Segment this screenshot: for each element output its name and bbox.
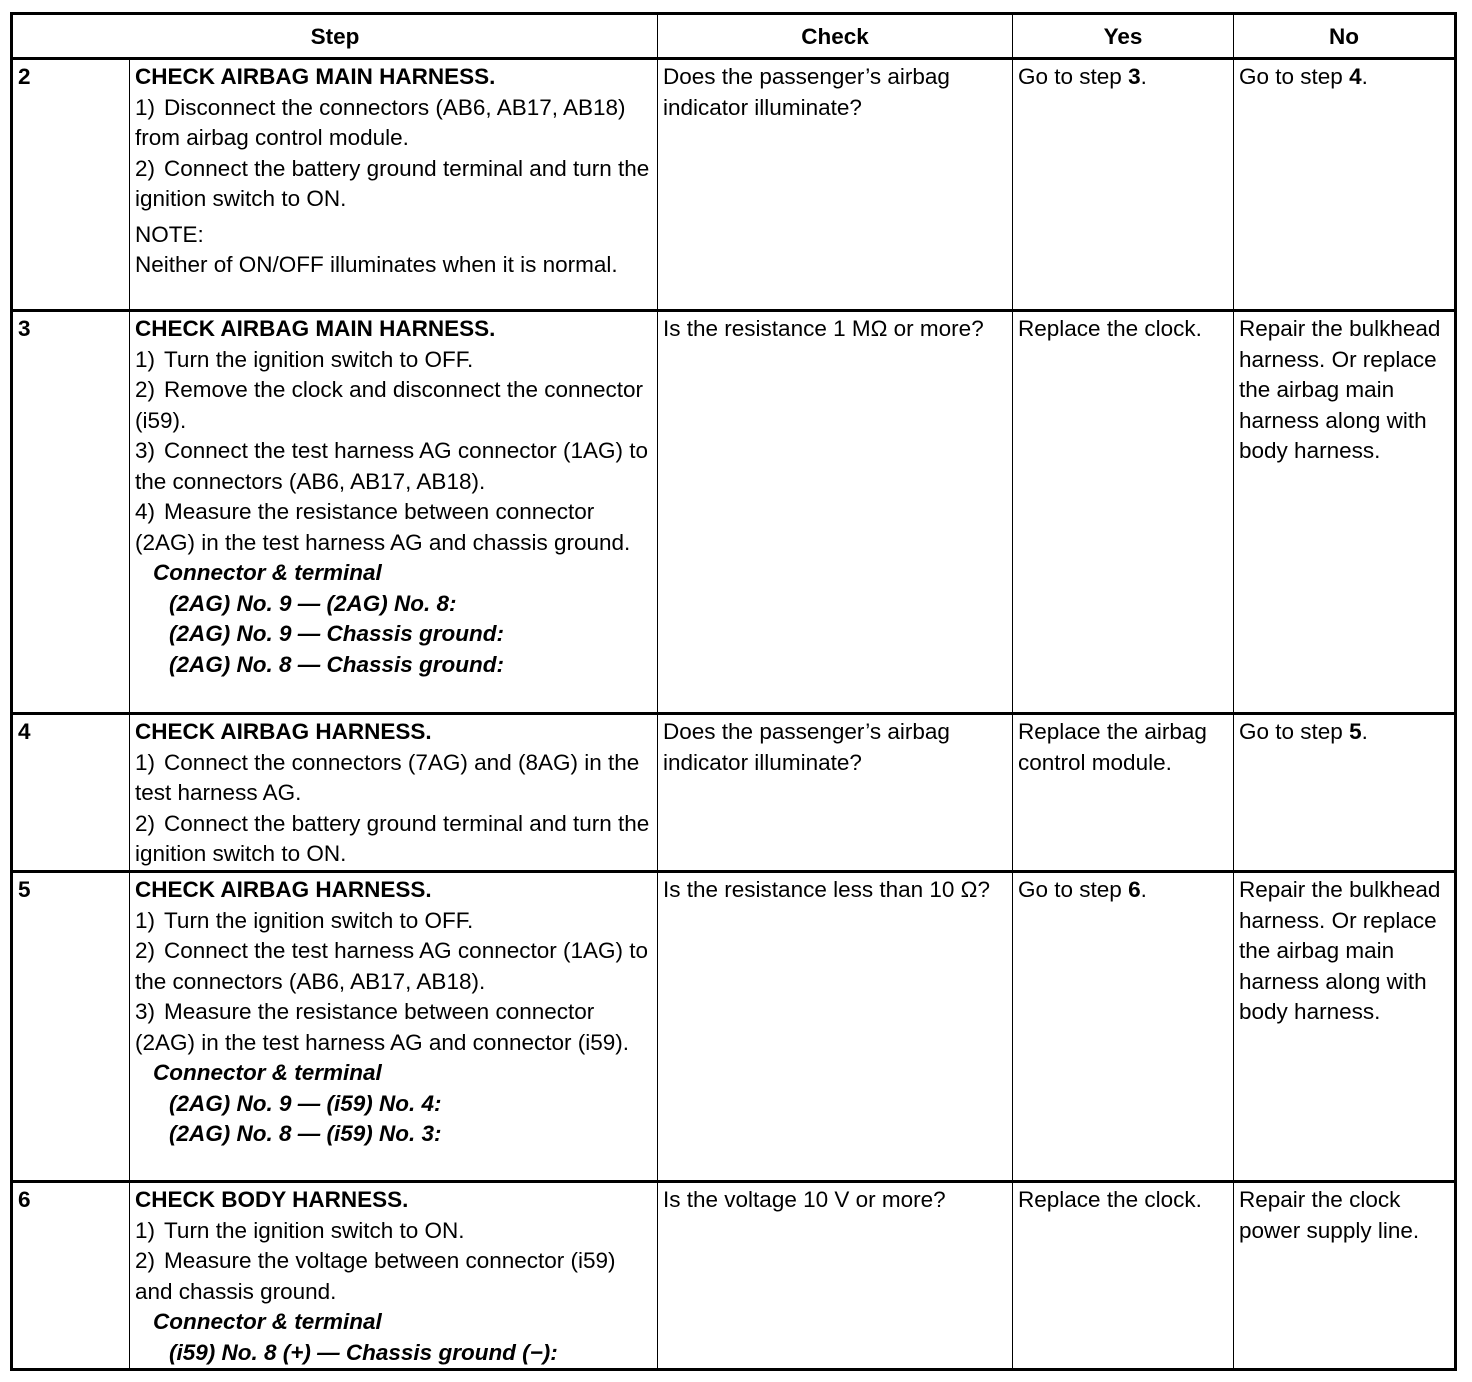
step-title: CHECK AIRBAG HARNESS. (135, 719, 432, 744)
connector-terminal-line: (2AG) No. 8 — (i59) No. 3: (169, 1121, 442, 1146)
step-procedure (130, 1182, 658, 1370)
item-text: Connect the test harness AG connector (1AG) to the connectors (AB6, AB17, AB18). (135, 938, 649, 994)
note-text: Neither of ON/OFF illuminates when it is normal. (135, 252, 618, 277)
procedure-item (135, 154, 652, 215)
procedure-item (135, 375, 652, 436)
item-number: 3) (135, 438, 156, 463)
no-step-ref: 5 (1349, 719, 1362, 744)
no-action (1234, 714, 1456, 872)
no-prefix: Go to step (1239, 64, 1350, 89)
step-number: 6 (12, 1182, 130, 1370)
yes-suffix: . (1140, 877, 1147, 902)
check-question: Is the voltage 10 V or more? (658, 1182, 1013, 1370)
item-text: Connect the battery ground terminal and turn the ignition switch to ON. (135, 155, 650, 211)
note-heading: NOTE: (135, 221, 204, 247)
item-number: 2) (135, 1248, 156, 1273)
yes-suffix: . (1140, 64, 1147, 89)
item-number: 3) (135, 999, 156, 1024)
item-text: Turn the ignition switch to OFF. (164, 907, 474, 933)
item-text: Connect the battery ground terminal and turn the ignition switch to ON. (135, 810, 650, 866)
no-prefix: Go to step (1239, 719, 1350, 744)
procedure-item (135, 906, 652, 937)
procedure-item (135, 436, 652, 497)
step-number: 5 (12, 872, 130, 1182)
header-row (12, 14, 1456, 59)
step-procedure (130, 872, 658, 1182)
procedure-item (135, 997, 652, 1058)
step-title: CHECK AIRBAG MAIN HARNESS. (135, 64, 496, 89)
item-number: 1) (135, 907, 156, 933)
item-text: Measure the resistance between connector (2AG) in the test harness AG and connector (i59). (135, 999, 630, 1055)
item-text: Remove the clock and disconnect the connector (i59). (135, 377, 644, 433)
yes-action: Replace the clock. (1013, 1182, 1234, 1370)
no-suffix: . (1361, 719, 1368, 744)
table-row (12, 714, 1456, 872)
item-number: 1) (135, 1217, 156, 1243)
connector-terminal-label: Connector & terminal (153, 560, 382, 585)
item-text: Turn the ignition switch to ON. (164, 1217, 465, 1243)
item-text: Connect the connectors (7AG) and (8AG) in the test harness AG. (135, 749, 640, 805)
no-action (1234, 59, 1456, 311)
procedure-item (135, 748, 652, 809)
yes-step-ref: 3 (1128, 64, 1141, 89)
procedure-item (135, 1246, 652, 1307)
connector-terminal-label: Connector & terminal (153, 1309, 382, 1334)
connector-terminal-line: (2AG) No. 9 — (i59) No. 4: (169, 1090, 442, 1116)
yes-prefix: Go to step (1018, 877, 1129, 902)
item-text: Measure the resistance between connector (2AG) in the test harness AG and chassis ground. (135, 499, 631, 555)
step-procedure (130, 714, 658, 872)
procedure-item (135, 1216, 652, 1247)
table-row (12, 59, 1456, 311)
item-text: Connect the test harness AG connector (1AG) to the connectors (AB6, AB17, AB18). (135, 438, 649, 494)
step-number: 3 (12, 311, 130, 714)
step-number: 4 (12, 714, 130, 872)
header-check: Check (658, 14, 1013, 59)
connector-terminal-line: (i59) No. 8 (+) — Chassis ground (−): (169, 1339, 558, 1365)
item-number: 1) (135, 346, 156, 372)
item-number: 2) (135, 155, 156, 181)
item-number: 1) (135, 94, 156, 120)
yes-step-ref: 6 (1128, 877, 1141, 902)
item-text: Disconnect the connectors (AB6, AB17, AB18) from airbag control module. (135, 94, 626, 150)
connector-terminal-line: (2AG) No. 9 — (2AG) No. 8: (169, 590, 457, 616)
check-question: Is the resistance 1 MΩ or more? (658, 311, 1013, 714)
step-procedure (130, 311, 658, 714)
connector-terminal-line: (2AG) No. 9 — Chassis ground: (169, 621, 505, 646)
table-row (12, 311, 1456, 714)
procedure-item (135, 936, 652, 997)
check-question: Is the resistance less than 10 Ω? (658, 872, 1013, 1182)
step-title: CHECK AIRBAG MAIN HARNESS. (135, 316, 496, 341)
step-number: 2 (12, 59, 130, 311)
item-text: Measure the voltage between connector (i59) and chassis ground. (135, 1248, 616, 1304)
item-number: 4) (135, 499, 156, 524)
no-action: Repair the bulkhead harness. Or replace the airbag main harness along with body harness. (1234, 311, 1456, 714)
connector-terminal-label: Connector & terminal (153, 1060, 382, 1085)
table-row (12, 1182, 1456, 1370)
yes-action (1013, 59, 1234, 311)
item-number: 1) (135, 749, 156, 775)
header-step: Step (12, 14, 658, 59)
connector-terminal-line: (2AG) No. 8 — Chassis ground: (169, 651, 505, 677)
header-yes: Yes (1013, 14, 1234, 59)
no-action: Repair the bulkhead harness. Or replace the airbag main harness along with body harness. (1234, 872, 1456, 1182)
no-step-ref: 4 (1349, 64, 1362, 89)
check-question: Does the passenger’s airbag indicator illuminate? (658, 59, 1013, 311)
yes-action: Replace the clock. (1013, 311, 1234, 714)
procedure-item (135, 345, 652, 376)
item-number: 2) (135, 377, 156, 402)
item-number: 2) (135, 938, 156, 963)
item-text: Turn the ignition switch to OFF. (164, 346, 474, 372)
yes-action (1013, 872, 1234, 1182)
table-row (12, 872, 1456, 1182)
no-suffix: . (1361, 64, 1368, 89)
step-title: CHECK AIRBAG HARNESS. (135, 877, 432, 902)
item-number: 2) (135, 810, 156, 836)
procedure-item (135, 497, 652, 558)
diagnostic-table (10, 12, 1457, 1371)
yes-prefix: Go to step (1018, 64, 1129, 89)
no-action: Repair the clock power supply line. (1234, 1182, 1456, 1370)
yes-action: Replace the airbag control module. (1013, 714, 1234, 872)
check-question: Does the passenger’s airbag indicator illuminate? (658, 714, 1013, 872)
procedure-item (135, 809, 652, 870)
procedure-item (135, 93, 652, 154)
step-title: CHECK BODY HARNESS. (135, 1187, 409, 1212)
step-procedure (130, 59, 658, 311)
header-no: No (1234, 14, 1456, 59)
